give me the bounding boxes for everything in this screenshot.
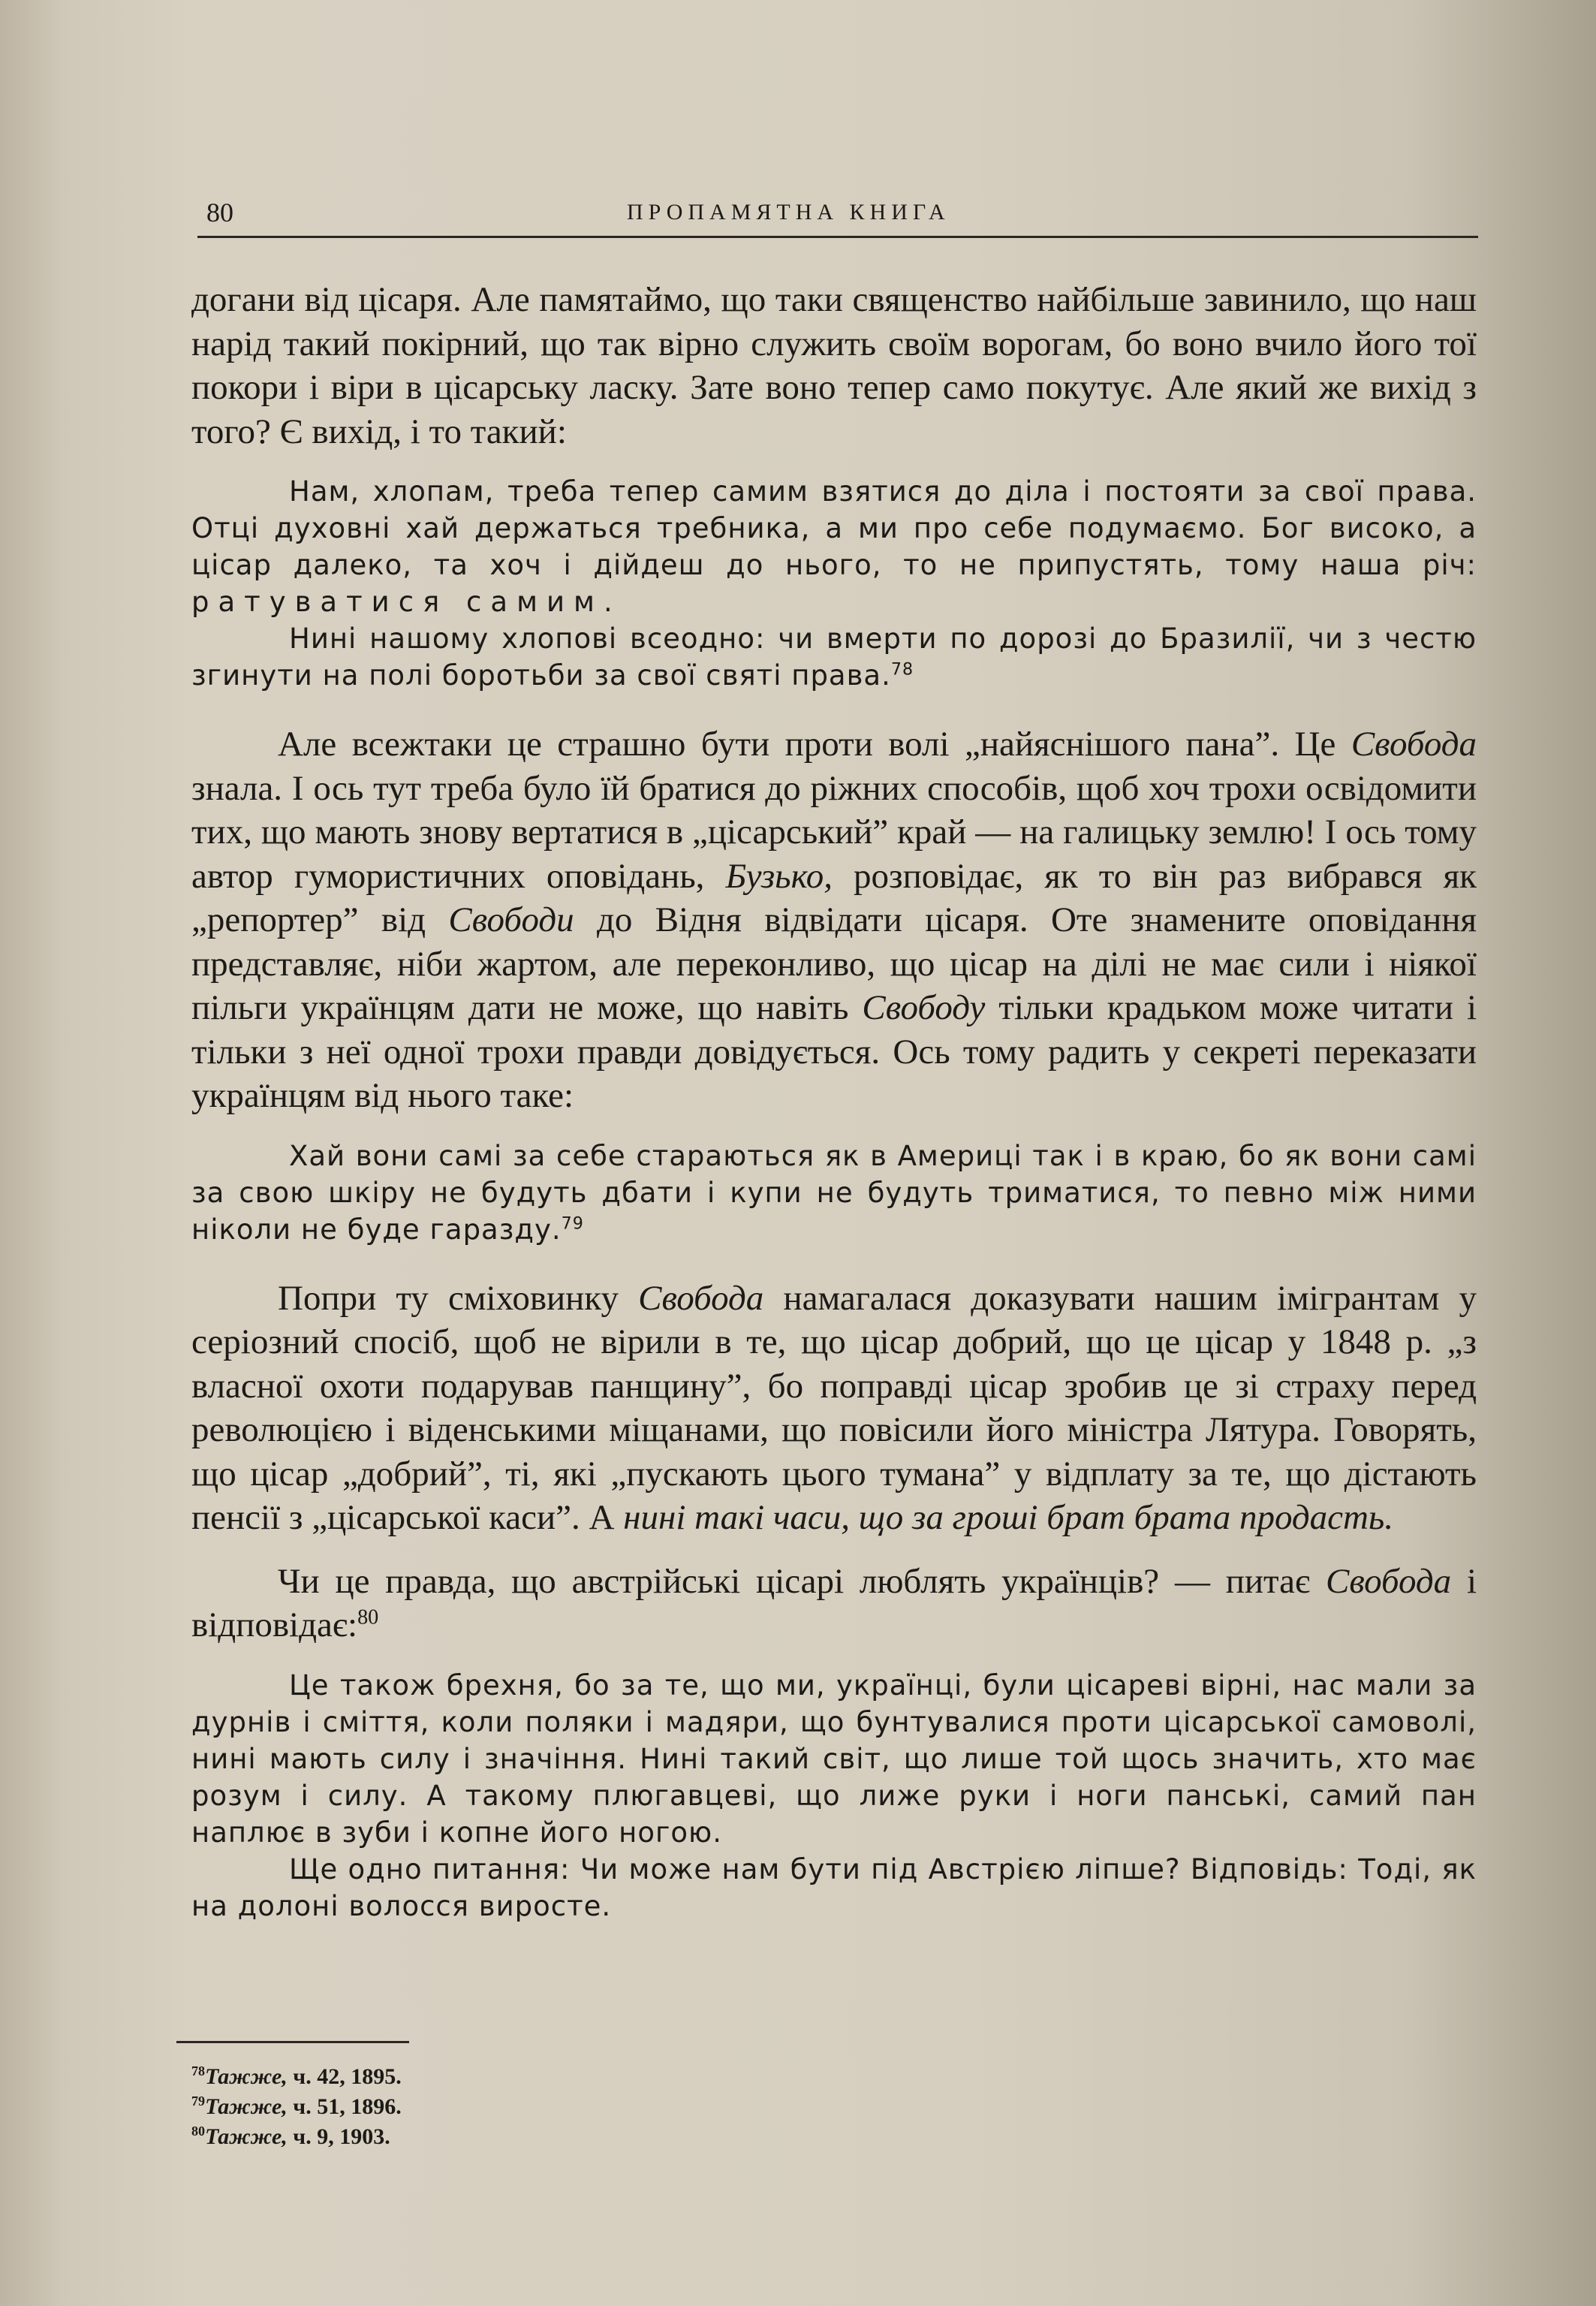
header-rule (197, 236, 1478, 238)
footnotes (191, 2062, 402, 2152)
footnote-source: Тажже, (205, 2064, 288, 2089)
p2-italic-svoboda: Свобода (1351, 725, 1477, 764)
paragraph-2 (191, 722, 1477, 1118)
footnote-rule (176, 2041, 409, 2043)
quote-1-continued (191, 620, 1477, 694)
footnote-ref-80: 80 (357, 1605, 379, 1629)
footnote-number: 79 (191, 2093, 205, 2109)
p2-text-a: Але всежтаки це страшно бути проти волі „найяснішого пана”. Це (278, 725, 1336, 764)
book-page (191, 194, 1477, 2161)
p2-text-c: розповідає, як то він раз вибрався як „репортер” від (191, 856, 1477, 939)
footnote-source: Тажже, (205, 2124, 288, 2149)
footnote-number: 80 (191, 2124, 205, 2139)
quote-3 (191, 1667, 1477, 1851)
p3-italic-quote: нині такі часи, що за гроші брат брата продасть. (623, 1498, 1394, 1537)
p3-text-b: намагалася доказувати нашим імігрантам у серіозний спосіб, щоб не вірили в те, що цісар добрий, що це цісар у 1848 р. „з власної охоти подарував панщину”, бо поправді цісар зробив це зі страху перед революцією і віденськими міщанами, що повісили його міністра Лятура. Говорять, що цісар „добрий”, ті, які „пускають цього тумана” у відплату за те, що дістають пенсії з „цісарської каси”. А (191, 1278, 1477, 1537)
paragraph-4 (191, 1560, 1477, 1647)
p2-italic-svobodu: Свободу (862, 988, 986, 1027)
quote-3-text: Це також брехня, бо за те, що ми, українці, були цісареві вірні, нас мали за дурнів і сміття, коли поляки і мадяри, що бунтувалися проти цісарської самоволі, нині мають силу і значіння. Нині такий світ, що лише той щось значить, хто має розум і силу. А такому плюгавцеві, що лиже руки і ноги панські, самий пан наплює в зуби і копне його ногою. (191, 1668, 1477, 1849)
footnote-reference: ч. 9, 1903. (293, 2124, 390, 2149)
quote-3b-text: Ще одно питання: Чи може нам бути під Австрією ліпше? Відповідь: Тоді, як на долоні волосся виросте. (191, 1852, 1477, 1922)
footnote-78 (191, 2062, 402, 2092)
page-number: 80 (206, 197, 233, 228)
quote-2 (191, 1138, 1477, 1248)
paragraph-3 (191, 1277, 1477, 1540)
page-body (191, 278, 1477, 1925)
paragraph-1 (191, 278, 1477, 454)
quote-1b-text: Нині нашому хлопові всеодно: чи вмерти по дорозі до Бразилії, чи з честю згинути на полі боротьби за свої святі права. (191, 622, 1477, 692)
page-header (191, 194, 1477, 239)
footnote-number: 78 (191, 2063, 205, 2078)
p3-italic-svoboda: Свобода (638, 1278, 764, 1318)
footnote-ref-79: 79 (561, 1213, 584, 1234)
running-title: ПРОПАМЯТНА КНИГА (627, 200, 950, 225)
p4-italic-svoboda: Свобода (1325, 1561, 1452, 1601)
p2-italic-buzko: Бузько, (725, 856, 833, 896)
p2-text-e: тільки крадьком може читати і тільки з неї одної трохи правди довідується. Ось тому радить у секреті переказати українцям від нього таке: (191, 988, 1477, 1115)
p2-text-b: знала. І ось тут треба було їй братися до ріжних способів, щоб хоч трохи освідомити тих, що мають знову вертатися в „цісарський” край — на галицьку землю! І ось тому автор гумористичних оповідань, (191, 768, 1477, 896)
footnote-source: Тажже, (205, 2094, 288, 2119)
footnote-ref-78: 78 (890, 659, 914, 680)
quote-2-text: Хай вони самі за себе стараються як в Америці так і в краю, бо як вони самі за свою шкіру не будуть дбати і купи не будуть триматися, то певно між ними ніколи не буде гаразду. (191, 1139, 1477, 1246)
quote-1-spaced-text: ратуватися самим. (191, 586, 622, 618)
footnote-reference: ч. 42, 1895. (293, 2064, 402, 2089)
paragraph-1-text: догани від цісаря. Але памятаймо, що таки священство найбільше завинило, що наш нарід такий покірний, що так вірно служить своїм ворогам, бо воно вчило його тої покори і віри в цісарську ласку. Зате воно тепер само покутує. Але який же вихід з того? Є вихід, і то такий: (191, 280, 1477, 451)
quote-3-continued (191, 1851, 1477, 1925)
quote-1-text: Нам, хлопам, треба тепер самим взятися до діла і постояти за свої права. Отці духовні хай держаться требника, а ми про себе подумаємо. Бог високо, а цісар далеко, та хоч і дійдеш до нього, то не припустять, тому наша річ: (191, 475, 1477, 581)
p2-italic-svobody: Свободи (448, 900, 574, 939)
footnote-80 (191, 2122, 402, 2152)
p3-text-a: Попри ту сміховинку (278, 1278, 619, 1318)
footnote-reference: ч. 51, 1896. (293, 2094, 402, 2119)
footnote-79 (191, 2092, 402, 2122)
quote-1 (191, 473, 1477, 620)
p4-text-a: Чи це правда, що австрійські цісарі люблять українців? — питає (278, 1561, 1311, 1601)
p2-text-d: до Відня відвідати цісаря. Оте знамените оповідання представляє, ніби жартом, але переконливо, що цісар на ділі не має сили і ніякої пільги українцям дати не може, що навіть (191, 900, 1477, 1027)
p4-text-b: і відповідає: (191, 1561, 1477, 1644)
